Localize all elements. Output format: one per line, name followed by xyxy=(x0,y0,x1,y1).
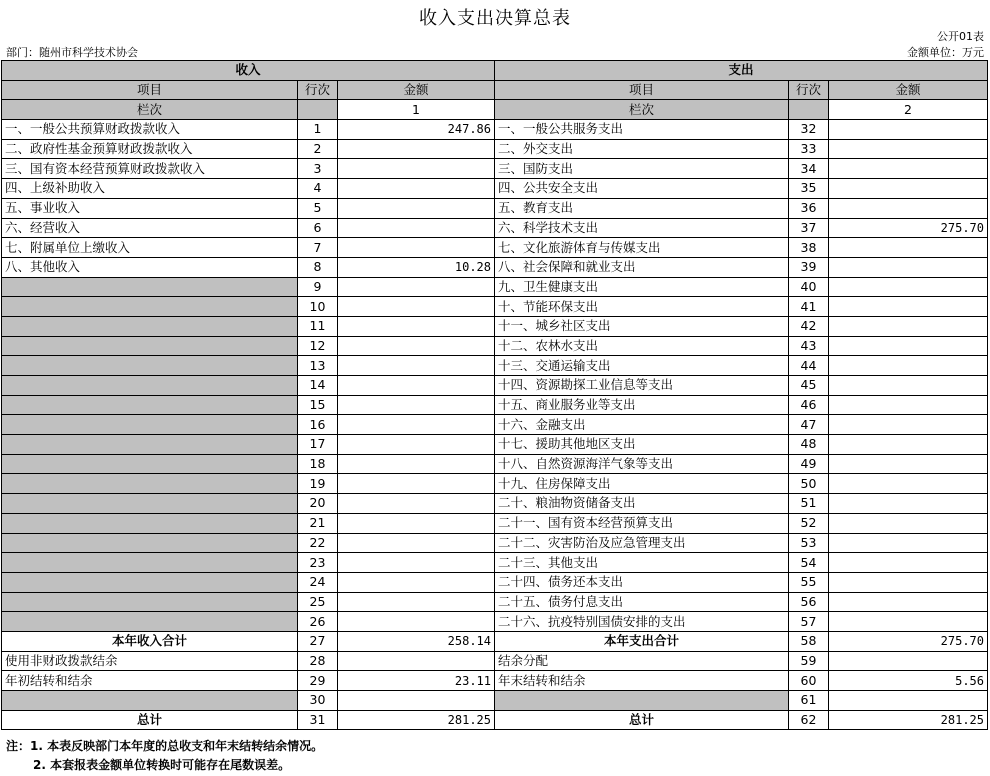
row-number: 32 xyxy=(789,120,829,140)
row-number: 6 xyxy=(298,218,338,238)
row-number: 38 xyxy=(789,238,829,258)
table-row xyxy=(2,691,988,711)
row-number: 55 xyxy=(789,572,829,592)
income-item: 三、国有资本经营预算财政拨款收入 xyxy=(2,159,298,179)
amount-unit-label: 金额单位：万元 xyxy=(907,46,984,59)
row-number: 13 xyxy=(298,356,338,376)
income-year-total-amount: 258.14 xyxy=(338,631,495,651)
table-row xyxy=(2,218,988,238)
report-title: 收入支出决算总表 xyxy=(419,8,571,29)
row-number: 48 xyxy=(789,435,829,455)
row-number: 50 xyxy=(789,474,829,494)
expense-year-total-label: 本年支出合计 xyxy=(495,631,789,651)
income-amount xyxy=(338,159,495,179)
surplus-distribution-label: 结余分配 xyxy=(495,651,789,671)
row-number: 53 xyxy=(789,533,829,553)
expense-item: 七、文化旅游体育与传媒支出 xyxy=(495,238,789,258)
table-row xyxy=(2,592,988,612)
income-expense-table xyxy=(1,60,988,730)
income-amount xyxy=(338,592,495,612)
row-number: 39 xyxy=(789,257,829,277)
income-item xyxy=(2,316,298,336)
income-amount xyxy=(338,435,495,455)
income-amount xyxy=(338,513,495,533)
table-row xyxy=(2,671,988,691)
section-header-row xyxy=(2,61,988,81)
row-number: 1 xyxy=(298,120,338,140)
table-row xyxy=(2,159,988,179)
income-item xyxy=(2,454,298,474)
income-amount: 247.86 xyxy=(338,120,495,140)
row-number: 28 xyxy=(298,651,338,671)
form-number: 公开01表 xyxy=(937,30,984,43)
income-item xyxy=(2,572,298,592)
income-amount xyxy=(338,572,495,592)
table-row xyxy=(2,179,988,199)
income-grand-total-label: 总计 xyxy=(2,710,298,730)
table-row xyxy=(2,474,988,494)
column-header-row xyxy=(2,80,988,100)
row-number: 21 xyxy=(298,513,338,533)
income-amount xyxy=(338,494,495,514)
row-number: 62 xyxy=(789,710,829,730)
income-amount xyxy=(338,238,495,258)
table-row xyxy=(2,376,988,396)
expense-item: 十二、农林水支出 xyxy=(495,336,789,356)
expense-column-no: 2 xyxy=(829,100,988,120)
income-item xyxy=(2,553,298,573)
expense-item: 九、卫生健康支出 xyxy=(495,277,789,297)
expense-amount xyxy=(829,198,988,218)
column-number-row xyxy=(2,100,988,120)
income-item: 六、经营收入 xyxy=(2,218,298,238)
row-number: 60 xyxy=(789,671,829,691)
income-amount xyxy=(338,474,495,494)
expense-amount xyxy=(829,257,988,277)
row-number: 34 xyxy=(789,159,829,179)
income-row-no-header: 行次 xyxy=(298,80,338,100)
table-row xyxy=(2,513,988,533)
expense-item: 二十六、抗疫特别国债安排的支出 xyxy=(495,612,789,632)
table-row xyxy=(2,297,988,317)
income-item xyxy=(2,356,298,376)
row-number: 9 xyxy=(298,277,338,297)
notes xyxy=(6,737,323,775)
income-item: 五、事业收入 xyxy=(2,198,298,218)
row-number: 4 xyxy=(298,179,338,199)
blank-cell xyxy=(298,100,338,120)
row-number: 58 xyxy=(789,631,829,651)
expense-item: 十五、商业服务业等支出 xyxy=(495,395,789,415)
income-amount xyxy=(338,198,495,218)
table-row xyxy=(2,395,988,415)
row-number: 49 xyxy=(789,454,829,474)
expense-amount xyxy=(829,474,988,494)
blank-cell xyxy=(789,100,829,120)
expense-amount xyxy=(829,356,988,376)
expense-amount xyxy=(829,277,988,297)
row-number: 10 xyxy=(298,297,338,317)
income-grand-total-amount: 281.25 xyxy=(338,710,495,730)
table-row xyxy=(2,533,988,553)
row-number: 8 xyxy=(298,257,338,277)
row-number: 16 xyxy=(298,415,338,435)
expense-amount xyxy=(829,139,988,159)
row-number: 12 xyxy=(298,336,338,356)
income-amount xyxy=(338,179,495,199)
expense-item: 二十一、国有资本经营预算支出 xyxy=(495,513,789,533)
expense-item: 二十五、债务付息支出 xyxy=(495,592,789,612)
row-number: 57 xyxy=(789,612,829,632)
expense-grand-total-label: 总计 xyxy=(495,710,789,730)
expense-amount xyxy=(829,533,988,553)
row-number: 14 xyxy=(298,376,338,396)
income-column-no: 1 xyxy=(338,100,495,120)
expense-item: 十、节能环保支出 xyxy=(495,297,789,317)
row-number: 61 xyxy=(789,691,829,711)
expense-item: 二、外交支出 xyxy=(495,139,789,159)
income-amount xyxy=(338,297,495,317)
row-number: 19 xyxy=(298,474,338,494)
row-number: 37 xyxy=(789,218,829,238)
row-number: 29 xyxy=(298,671,338,691)
row-number: 31 xyxy=(298,710,338,730)
row-number: 36 xyxy=(789,198,829,218)
row-number: 22 xyxy=(298,533,338,553)
expense-item: 六、科学技术支出 xyxy=(495,218,789,238)
expense-column-no-label: 栏次 xyxy=(495,100,789,120)
table-row xyxy=(2,316,988,336)
table-row xyxy=(2,494,988,514)
expense-item: 十九、住房保障支出 xyxy=(495,474,789,494)
expense-item: 四、公共安全支出 xyxy=(495,179,789,199)
row-number: 43 xyxy=(789,336,829,356)
row-number: 20 xyxy=(298,494,338,514)
ending-balance-amount: 5.56 xyxy=(829,671,988,691)
row-number: 26 xyxy=(298,612,338,632)
row-number: 15 xyxy=(298,395,338,415)
income-item: 八、其他收入 xyxy=(2,257,298,277)
expense-amount xyxy=(829,179,988,199)
income-item xyxy=(2,435,298,455)
income-item xyxy=(2,297,298,317)
expense-amount-header: 金额 xyxy=(829,80,988,100)
table-row xyxy=(2,454,988,474)
surplus-distribution-amount xyxy=(829,651,988,671)
income-item xyxy=(2,415,298,435)
expense-item: 十六、金融支出 xyxy=(495,415,789,435)
income-item xyxy=(2,513,298,533)
income-item xyxy=(2,592,298,612)
row-number: 3 xyxy=(298,159,338,179)
income-amount xyxy=(338,612,495,632)
row-number: 11 xyxy=(298,316,338,336)
expense-amount xyxy=(829,395,988,415)
row-number: 18 xyxy=(298,454,338,474)
expense-item: 二十四、债务还本支出 xyxy=(495,572,789,592)
income-amount xyxy=(338,218,495,238)
expense-amount xyxy=(829,159,988,179)
income-item xyxy=(2,474,298,494)
income-item xyxy=(2,612,298,632)
beginning-balance-amount: 23.11 xyxy=(338,671,495,691)
expense-item: 十三、交通运输支出 xyxy=(495,356,789,376)
expense-item: 三、国防支出 xyxy=(495,159,789,179)
row-number: 24 xyxy=(298,572,338,592)
row-number: 45 xyxy=(789,376,829,396)
expense-item: 二十二、灾害防治及应急管理支出 xyxy=(495,533,789,553)
row-number: 17 xyxy=(298,435,338,455)
table-row xyxy=(2,198,988,218)
income-amount xyxy=(338,454,495,474)
expense-amount xyxy=(829,336,988,356)
income-amount xyxy=(338,395,495,415)
expense-item: 二十三、其他支出 xyxy=(495,553,789,573)
row-number: 40 xyxy=(789,277,829,297)
expense-amount xyxy=(829,120,988,140)
income-item: 一、一般公共预算财政拨款收入 xyxy=(2,120,298,140)
row-number: 52 xyxy=(789,513,829,533)
row-number: 44 xyxy=(789,356,829,376)
expense-amount xyxy=(829,376,988,396)
expense-amount xyxy=(829,297,988,317)
table-row xyxy=(2,139,988,159)
income-column-no-label: 栏次 xyxy=(2,100,298,120)
income-item-header: 项目 xyxy=(2,80,298,100)
table-row xyxy=(2,277,988,297)
expense-item: 八、社会保障和就业支出 xyxy=(495,257,789,277)
income-amount xyxy=(338,336,495,356)
beginning-balance-label: 年初结转和结余 xyxy=(2,671,298,691)
blank-cell xyxy=(495,691,789,711)
expense-item: 十七、援助其他地区支出 xyxy=(495,435,789,455)
income-section-header: 收入 xyxy=(2,61,495,81)
row-number: 7 xyxy=(298,238,338,258)
income-item: 四、上级补助收入 xyxy=(2,179,298,199)
expense-item: 五、教育支出 xyxy=(495,198,789,218)
expense-amount xyxy=(829,454,988,474)
note-line: 注：1. 本表反映部门本年度的总收支和年末结转结余情况。 xyxy=(6,739,324,753)
row-number: 23 xyxy=(298,553,338,573)
row-number: 59 xyxy=(789,651,829,671)
income-amount xyxy=(338,139,495,159)
ending-balance-label: 年末结转和结余 xyxy=(495,671,789,691)
expense-amount xyxy=(829,494,988,514)
table-row xyxy=(2,336,988,356)
income-amount xyxy=(338,553,495,573)
table-row xyxy=(2,415,988,435)
expense-year-total-amount: 275.70 xyxy=(829,631,988,651)
expense-section-header: 支出 xyxy=(495,61,988,81)
expense-item-header: 项目 xyxy=(495,80,789,100)
expense-row-no-header: 行次 xyxy=(789,80,829,100)
blank-cell xyxy=(2,691,298,711)
expense-amount xyxy=(829,553,988,573)
row-number: 54 xyxy=(789,553,829,573)
row-number: 27 xyxy=(298,631,338,651)
row-number: 25 xyxy=(298,592,338,612)
income-year-total-label: 本年收入合计 xyxy=(2,631,298,651)
income-item xyxy=(2,494,298,514)
expense-grand-total-amount: 281.25 xyxy=(829,710,988,730)
expense-item: 十八、自然资源海洋气象等支出 xyxy=(495,454,789,474)
income-item: 二、政府性基金预算财政拨款收入 xyxy=(2,139,298,159)
table-row xyxy=(2,120,988,140)
income-amount xyxy=(338,277,495,297)
blank-cell xyxy=(829,691,988,711)
expense-amount xyxy=(829,612,988,632)
row-number: 2 xyxy=(298,139,338,159)
grand-total-row xyxy=(2,710,988,730)
row-number: 33 xyxy=(789,139,829,159)
row-number: 47 xyxy=(789,415,829,435)
income-amount: 10.28 xyxy=(338,257,495,277)
note-line: 2. 本套报表金额单位转换时可能存在尾数误差。 xyxy=(33,758,291,772)
expense-amount xyxy=(829,592,988,612)
row-number: 51 xyxy=(789,494,829,514)
expense-amount xyxy=(829,572,988,592)
row-number: 35 xyxy=(789,179,829,199)
income-amount xyxy=(338,316,495,336)
income-item xyxy=(2,533,298,553)
blank-cell xyxy=(338,691,495,711)
expense-amount xyxy=(829,513,988,533)
income-amount-header: 金额 xyxy=(338,80,495,100)
row-number: 30 xyxy=(298,691,338,711)
expense-amount xyxy=(829,316,988,336)
income-item xyxy=(2,395,298,415)
income-item xyxy=(2,277,298,297)
table-row xyxy=(2,356,988,376)
row-number: 42 xyxy=(789,316,829,336)
income-amount xyxy=(338,356,495,376)
expense-amount xyxy=(829,415,988,435)
expense-amount xyxy=(829,238,988,258)
income-item: 七、附属单位上缴收入 xyxy=(2,238,298,258)
row-number: 46 xyxy=(789,395,829,415)
nonfiscal-surplus-label: 使用非财政拨款结余 xyxy=(2,651,298,671)
row-number: 5 xyxy=(298,198,338,218)
income-item xyxy=(2,336,298,356)
expense-amount: 275.70 xyxy=(829,218,988,238)
expense-item: 二十、粮油物资储备支出 xyxy=(495,494,789,514)
income-amount xyxy=(338,376,495,396)
department-label: 部门：随州市科学技术协会 xyxy=(6,46,138,59)
expense-item: 十一、城乡社区支出 xyxy=(495,316,789,336)
table-row xyxy=(2,572,988,592)
table-row xyxy=(2,612,988,632)
table-row xyxy=(2,238,988,258)
table-row xyxy=(2,257,988,277)
income-item xyxy=(2,376,298,396)
table-row xyxy=(2,435,988,455)
row-number: 56 xyxy=(789,592,829,612)
nonfiscal-surplus-amount xyxy=(338,651,495,671)
table-row xyxy=(2,651,988,671)
row-number: 41 xyxy=(789,297,829,317)
income-amount xyxy=(338,415,495,435)
income-amount xyxy=(338,533,495,553)
expense-item: 十四、资源勘探工业信息等支出 xyxy=(495,376,789,396)
expense-amount xyxy=(829,435,988,455)
year-total-row xyxy=(2,631,988,651)
table-row xyxy=(2,553,988,573)
expense-item: 一、一般公共服务支出 xyxy=(495,120,789,140)
